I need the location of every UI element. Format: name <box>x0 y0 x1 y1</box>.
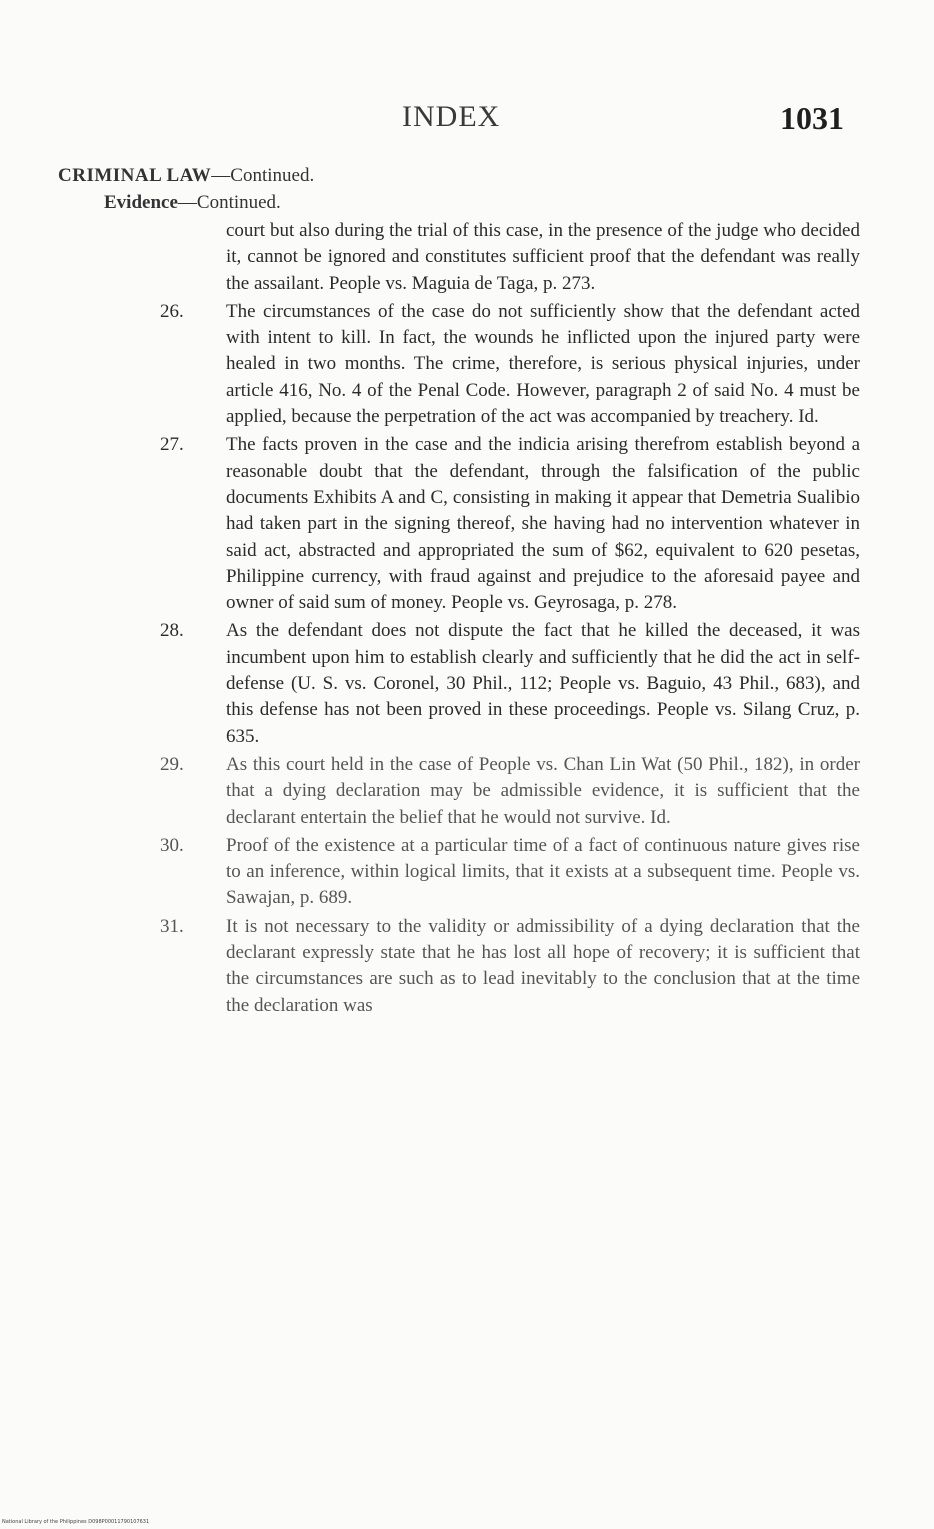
entry-text: As this court held in the case of People vs. Chan Lin Wat (50 Phil., 182), in order that a dying declaration may be admissible evidence, it is sufficient that the declarant entertain the belief that he would not survive. Id. <box>226 753 860 828</box>
subsection-heading-suffix: —Continued. <box>177 192 281 213</box>
entry-text: As the defendant does not dispute the fact that he killed the deceased, it was incumbent upon him to establish clearly and sufficiently that he did the act in self-defense (U. S. vs. Coronel, 30 Phil., 112; People vs. Baguio, 43 Phil., 683), and this defense has not been proved in these proceedings. People vs. Silang Cruz, p. 635. <box>226 620 860 747</box>
footer-note: National Library of the Philippines D098P00011790107631 <box>2 1519 150 1525</box>
index-entry-continued <box>160 218 860 297</box>
entry-number: 26. <box>160 300 184 322</box>
section-heading <box>58 165 314 187</box>
entry-text: It is not necessary to the validity or admissibility of a dying declaration that the declarant expressly state that he has lost all hope of recovery; it is sufficient that the circumstances are such as to lead inevitably to the conclusion that at the time the declaration was <box>226 915 860 1016</box>
entry-number: 30. <box>160 834 184 856</box>
entry-text: The facts proven in the case and the indicia arising therefrom establish beyond a reasonable doubt that the defendant, through the falsification of the public documents Exhibits A and C, consisting in making it appear that Demetria Sualibio had taken part in the signing thereof, she having had no intervention whatever in said act, abstracted and appropriated the sum of $62, equivalent to 620 pesetas, Philippine currency, with fraud against and prejudice to the aforesaid payee and owner of said sum of money. People vs. Geyrosaga, p. 278. <box>226 434 860 614</box>
subsection-heading-main: Evidence <box>104 192 178 213</box>
entry-number: 29. <box>160 753 184 775</box>
subsection-heading <box>104 192 281 214</box>
entry-text: court but also during the trial of this case, in the presence of the judge who decided it, cannot be ignored and constitutes sufficient proof that the defendant was really the assailant. People vs. Maguia de Taga, p. 273. <box>226 220 860 294</box>
entry-text: Proof of the existence at a particular time of a fact of continuous nature gives rise to an inference, within logical limits, that it exists at a subsequent time. People vs. Sawajan, p. 689. <box>226 834 860 909</box>
index-entry-27 <box>160 432 860 616</box>
page-header <box>0 100 934 144</box>
entry-number: 28. <box>160 620 184 642</box>
section-heading-suffix: —Continued. <box>211 165 315 186</box>
entry-number: 27. <box>160 434 184 456</box>
index-entries <box>160 218 860 1021</box>
index-entry-26 <box>160 299 860 430</box>
entry-text: The circumstances of the case do not sufficiently show that the defendant acted with intent to kill. In fact, the wounds he inflicted upon the injured party were healed in two months. The crime, therefore, is serious physical injuries, under article 416, No. 4 of the Penal Code. However, paragraph 2 of said No. 4 must be applied, because the perpetration of the act was accompanied by treachery. Id. <box>226 300 860 428</box>
header-title: INDEX <box>402 100 501 133</box>
index-entry-30 <box>160 833 860 912</box>
index-entry-29 <box>160 752 860 831</box>
index-entry-28 <box>160 618 860 749</box>
page-number: 1031 <box>780 100 844 136</box>
section-heading-main: CRIMINAL LAW <box>58 165 212 186</box>
entry-number: 31. <box>160 915 184 937</box>
index-entry-31 <box>160 914 860 1019</box>
